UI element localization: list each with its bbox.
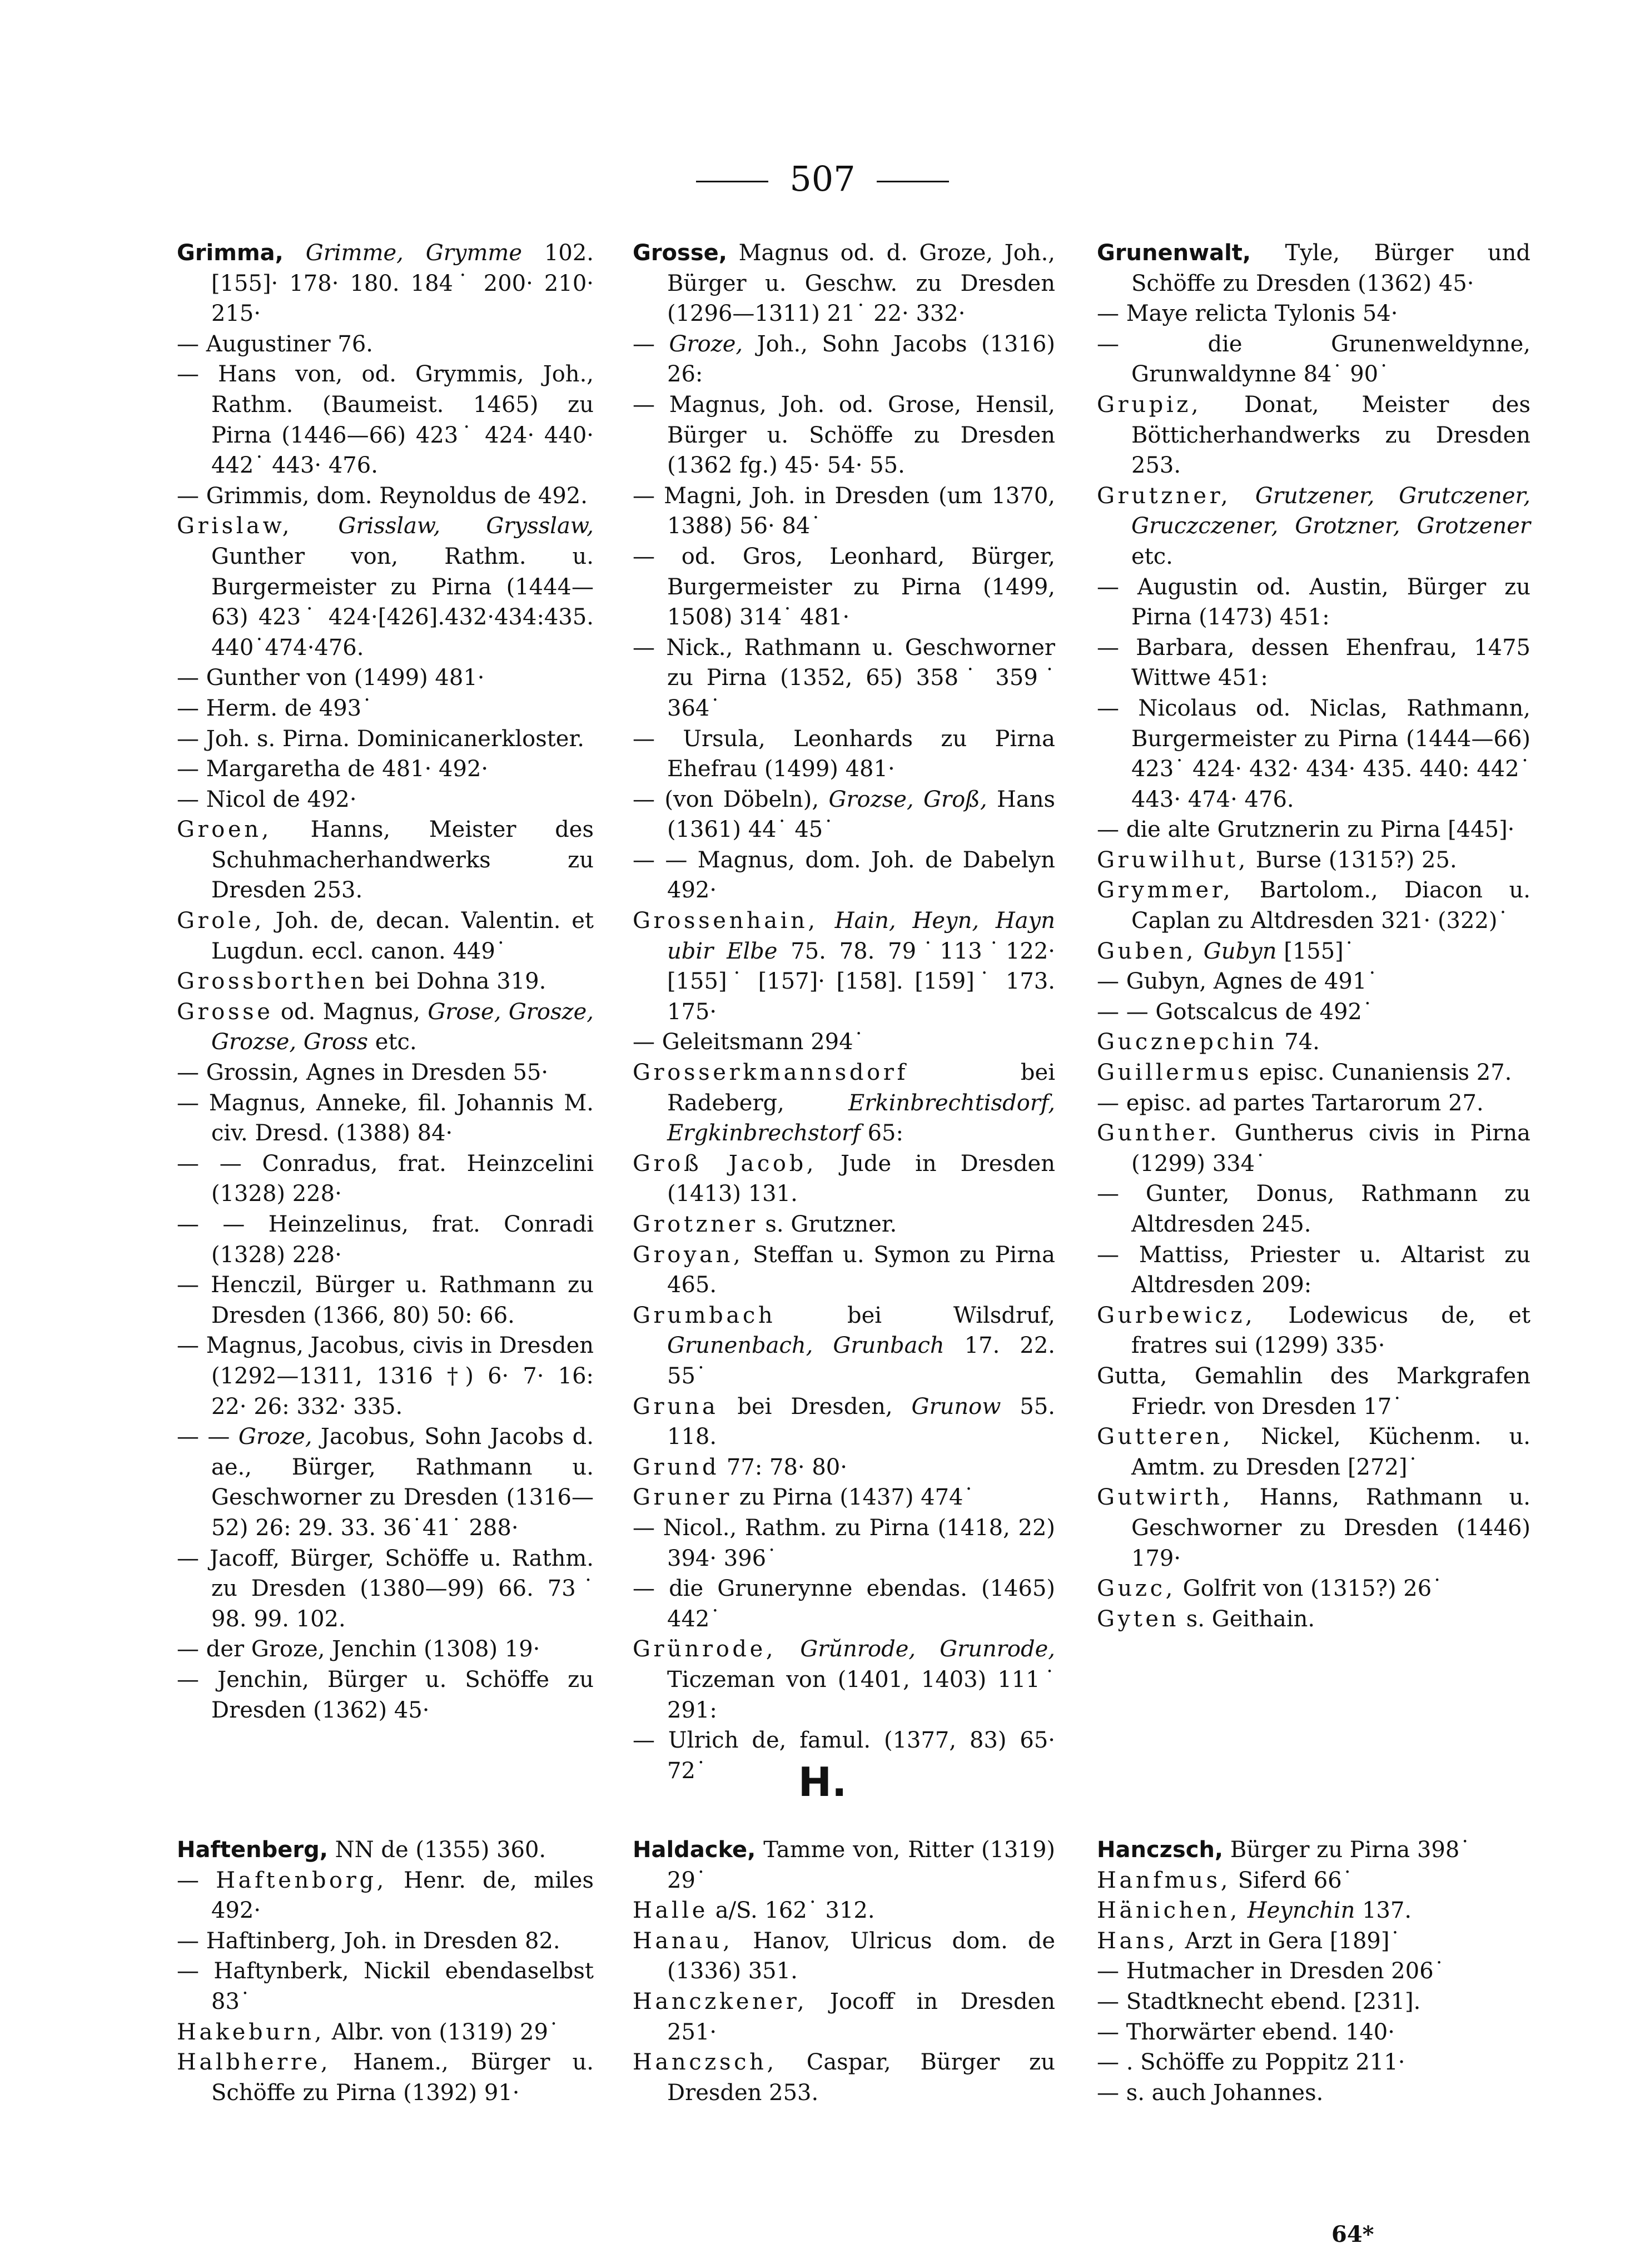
index-entry: Groyan, Steffan u. Symon zu Pirna 465.: [633, 1242, 1055, 1298]
index-entry: — Herm. de 493˙: [177, 695, 373, 721]
index-entry: Grunenwalt, Tyle, Bürger und Schöffe zu Dresden (1362) 45·: [1097, 240, 1530, 296]
index-entry: Grossborthen bei Dohna 319.: [177, 969, 546, 995]
index-entry: Gutwirth, Hanns, Rathmann u. Geschworner zu Dresden (1446) 179·: [1097, 1485, 1530, 1571]
index-entry: — Geleitsmann 294˙: [633, 1029, 864, 1055]
index-entry: — Nicol de 492·: [177, 786, 357, 812]
index-entry: — die Grunenweldynne, Grunwaldynne 84˙ 90˙: [1097, 331, 1530, 388]
index-entry: — Stadtknecht ebend. [231].: [1097, 1988, 1421, 2014]
h-column-2-index: [633, 1835, 1055, 2108]
index-entry: — Henczil, Bürger u. Rathmann zu Dresden (1366, 80) 50: 66.: [177, 1272, 594, 1328]
index-entry: — Groze, Joh., Sohn Jacobs (1316) 26:: [633, 331, 1055, 388]
index-entry: Guben, Gubyn [155]˙: [1097, 938, 1355, 964]
index-entry: — Augustiner 76.: [177, 331, 374, 357]
index-entry: — Margaretha de 481· 492·: [177, 756, 489, 782]
index-entry: — Gunter, Donus, Rathmann zu Altdresden 245.: [1097, 1181, 1530, 1237]
index-entry: — Grossin, Agnes in Dresden 55·: [177, 1060, 549, 1086]
index-entry: — Joh. s. Pirna. Dominicanerkloster.: [177, 726, 584, 752]
index-entry: Grislaw, Grisslaw, Grysslaw, Gunther von, Rathm. u. Burgermeister zu Pirna (1444—63) 423˙ 424·[426].432·434:435. 440˙474·476.: [177, 513, 594, 661]
index-entry: Gruwilhut, Burse (1315?) 25.: [1097, 847, 1457, 873]
index-entry: Grymmer, Bartolom., Diacon u. Caplan zu Altdresden 321· (322)˙: [1097, 877, 1530, 934]
index-entry: — — Gotscalcus de 492˙: [1097, 999, 1373, 1025]
index-entry: Grund 77: 78· 80·: [633, 1454, 847, 1480]
index-entry: — Maye relicta Tylonis 54·: [1097, 301, 1398, 327]
index-entry: Haftenberg, NN de (1355) 360.: [177, 1837, 546, 1863]
index-entry: — Nick., Rathmann u. Geschworner zu Pirna (1352, 65) 358˙ 359˙ 364˙: [633, 634, 1055, 721]
index-entry: Guillermus episc. Cunaniensis 27.: [1097, 1060, 1512, 1086]
index-entry: — — Heinzelinus, frat. Conradi (1328) 228·: [177, 1212, 594, 1268]
index-entry: — Nicolaus od. Niclas, Rathmann, Burgermeister zu Pirna (1444—66) 423˙ 424· 432· 434· 435. 440: 442˙ 443· 474· 476.: [1097, 695, 1530, 812]
index-entry: Hanczsch, Caspar, Bürger zu Dresden 253.: [633, 2049, 1055, 2106]
index-entry: Gunther. Guntherus civis in Pirna (1299) 334˙: [1097, 1120, 1530, 1177]
printer-signature: 64*: [1331, 2221, 1374, 2247]
index-entry: — Haftinberg, Joh. in Dresden 82.: [177, 1928, 560, 1954]
index-entry: Halle a/S. 162˙ 312.: [633, 1898, 875, 1924]
index-entry: — od. Gros, Leonhard, Bürger, Burgermeister zu Pirna (1499, 1508) 314˙ 481·: [633, 543, 1055, 631]
index-entry: — Magnus, Anneke, fil. Johannis M. civ. Dresd. (1388) 84·: [177, 1090, 594, 1147]
index-entry: — Magnus, Joh. od. Grose, Hensil, Bürger u. Schöffe zu Dresden (1362 fg.) 45· 54· 55.: [633, 391, 1055, 479]
index-entry: — Haftenborg, Henr. de, miles 492·: [177, 1867, 594, 1924]
index-entry: — Haftynberk, Nickil ebendaselbst 83˙: [177, 1958, 594, 2014]
index-entry: Guzc, Golfrit von (1315?) 26˙: [1097, 1576, 1443, 1602]
index-entry: — Thorwärter ebend. 140·: [1097, 2019, 1395, 2045]
index-entry: Grotzner s. Grutzner.: [633, 1212, 897, 1237]
index-entry: — s. auch Johannes.: [1097, 2080, 1324, 2106]
index-entry: Hanfmus, Siferd 66˙: [1097, 1867, 1353, 1893]
section-letter: H.: [798, 1759, 847, 1805]
page-number: 507: [789, 158, 856, 199]
h-column-3-index: [1097, 1835, 1530, 2108]
index-entry: Gutta, Gemahlin des Markgrafen Friedr. von Dresden 17˙: [1097, 1363, 1530, 1420]
index-entry: — Gunther von (1499) 481·: [177, 665, 485, 691]
header-rule-right: [877, 181, 949, 182]
index-entry: Gyten s. Geithain.: [1097, 1606, 1315, 1632]
index-entry: Grole, Joh. de, decan. Valentin. et Lugdun. eccl. canon. 449˙: [177, 908, 594, 964]
index-entry: Gruna bei Dresden, Grunow 55. 118.: [633, 1393, 1055, 1450]
index-entry: Grünrode, Grŭnrode, Grunrode, Ticzeman von (1401, 1403) 111˙ 291:: [633, 1636, 1055, 1723]
index-entry: — — Groze, Jacobus, Sohn Jacobs d. ae., Bürger, Rathmann u. Geschworner zu Dresden (1316—52) 26: 29. 33. 36˙41˙ 288·: [177, 1424, 594, 1541]
index-entry: — Ulrich de, famul. (1377, 83) 65· 72˙: [633, 1728, 1055, 1784]
index-entry: Haldacke, Tamme von, Ritter (1319) 29˙: [633, 1837, 1055, 1893]
index-entry: — Nicol., Rathm. zu Pirna (1418, 22) 394· 396˙: [633, 1515, 1055, 1571]
index-entry: — . Schöffe zu Poppitz 211·: [1097, 2049, 1405, 2076]
index-entry: — Magni, Joh. in Dresden (um 1370, 1388) 56· 84˙: [633, 483, 1055, 539]
index-entry: — Barbara, dessen Ehenfrau, 1475 Wittwe 451:: [1097, 634, 1530, 691]
index-entry: — Jenchin, Bürger u. Schöffe zu Dresden (1362) 45·: [177, 1666, 594, 1723]
index-entry: — — Conradus, frat. Heinzcelini (1328) 228·: [177, 1150, 594, 1207]
index-entry: Hakeburn, Albr. von (1319) 29˙: [177, 2019, 559, 2045]
index-entry: — Mattiss, Priester u. Altarist zu Altdresden 209:: [1097, 1242, 1530, 1298]
index-entry: Grupiz, Donat, Meister des Bötticherhandwerks zu Dresden 253.: [1097, 391, 1530, 479]
index-entry: Gurbewicz, Lodewicus de, et fratres sui (1299) 335·: [1097, 1302, 1530, 1359]
index-entry: Grosserkmannsdorf bei Radeberg, Erkinbrechtisdorf, Ergkinbrechstorf 65:: [633, 1060, 1055, 1147]
page-header: [0, 158, 1645, 199]
column-3-index: [1097, 238, 1530, 1634]
index-entry: Grutzner, Grutzener, Grutczener, Gruczczener, Grotzner, Grotzener etc.: [1097, 483, 1530, 569]
index-entry: Hans, Arzt in Gera [189]˙: [1097, 1928, 1401, 1954]
index-entry: Guczneрchin 74.: [1097, 1029, 1320, 1055]
index-entry: Grossenhain, Hain, Heyn, Hayn ubir Elbe 75. 78. 79˙113˙122· [155]˙ [157]· [158]. [159]˙ 173. 175·: [633, 908, 1056, 1025]
index-entry: Hanczkener, Jocoff in Dresden 251·: [633, 1988, 1055, 2045]
index-entry: — Hutmacher in Dresden 206˙: [1097, 1958, 1445, 1984]
index-entry: Gruner zu Pirna (1437) 474˙: [633, 1485, 975, 1511]
index-entry: Hänichen, Heynchin 137.: [1097, 1898, 1412, 1924]
index-entry: — episc. ad partes Tartarorum 27.: [1097, 1090, 1484, 1116]
h-column-1-index: [177, 1835, 594, 2108]
index-entry: — die alte Grutznerin zu Pirna [445]·: [1097, 817, 1515, 843]
index-entry: — Grimmis, dom. Reynoldus de 492.: [177, 483, 588, 509]
column-1-index: [177, 238, 594, 1725]
index-entry: Groß Jacob, Jude in Dresden (1413) 131.: [633, 1150, 1055, 1207]
index-entry: — Jacoff, Bürger, Schöffe u. Rathm. zu Dresden (1380—99) 66. 73˙ 98. 99. 102.: [177, 1545, 594, 1632]
index-entry: — der Groze, Jenchin (1308) 19·: [177, 1636, 540, 1662]
index-entry: Groen, Hanns, Meister des Schuhmacherhandwerks zu Dresden 253.: [177, 817, 594, 904]
index-entry: Hanczsch, Bürger zu Pirna 398˙: [1097, 1837, 1471, 1863]
index-entry: Grimma, Grimme, Grymme 102. [155]· 178· 180. 184˙ 200· 210· 215·: [177, 240, 594, 327]
index-entry: Hanau, Hanov, Ulricus dom. de (1336) 351.: [633, 1928, 1055, 1984]
index-entry: Gutteren, Nickel, Küchenm. u. Amtm. zu Dresden [272]˙: [1097, 1424, 1530, 1480]
index-entry: — Magnus, Jacobus, civis in Dresden (1292—1311, 1316 †) 6· 7· 16: 22· 26: 332· 335.: [177, 1333, 594, 1420]
index-entry: — die Grunerynne ebendas. (1465) 442˙: [633, 1576, 1055, 1632]
index-entry: — Ursula, Leonhards zu Pirna Ehefrau (1499) 481·: [633, 726, 1055, 782]
index-entry: Grosse, Magnus od. d. Groze, Joh., Bürger u. Geschw. zu Dresden (1296—1311) 21˙ 22· 332·: [633, 240, 1055, 327]
index-entry: — Augustin od. Austin, Bürger zu Pirna (1473) 451:: [1097, 574, 1530, 631]
index-entry: — — Magnus, dom. Joh. de Dabelyn 492·: [633, 847, 1055, 904]
column-2-index: [633, 238, 1055, 1786]
header-rule-left: [696, 181, 768, 182]
index-entry: — Gubyn, Agnes de 491˙: [1097, 969, 1378, 995]
index-entry: — (von Döbeln), Grozse, Groß, Hans (1361) 44˙ 45˙: [633, 786, 1056, 843]
index-entry: Halbherre, Hanem., Bürger u. Schöffe zu Pirna (1392) 91·: [177, 2049, 594, 2106]
index-entry: — Hans von, od. Grymmis, Joh., Rathm. (Baumeist. 1465) zu Pirna (1446—66) 423˙ 424· 440· 442˙ 443· 476.: [177, 361, 594, 479]
index-entry: Grumbach bei Wilsdruf, Grunenbach, Grunbach 17. 22. 55˙: [633, 1302, 1056, 1389]
index-entry: Grosse od. Magnus, Grose, Grosze, Grozse, Gross etc.: [177, 999, 594, 1055]
